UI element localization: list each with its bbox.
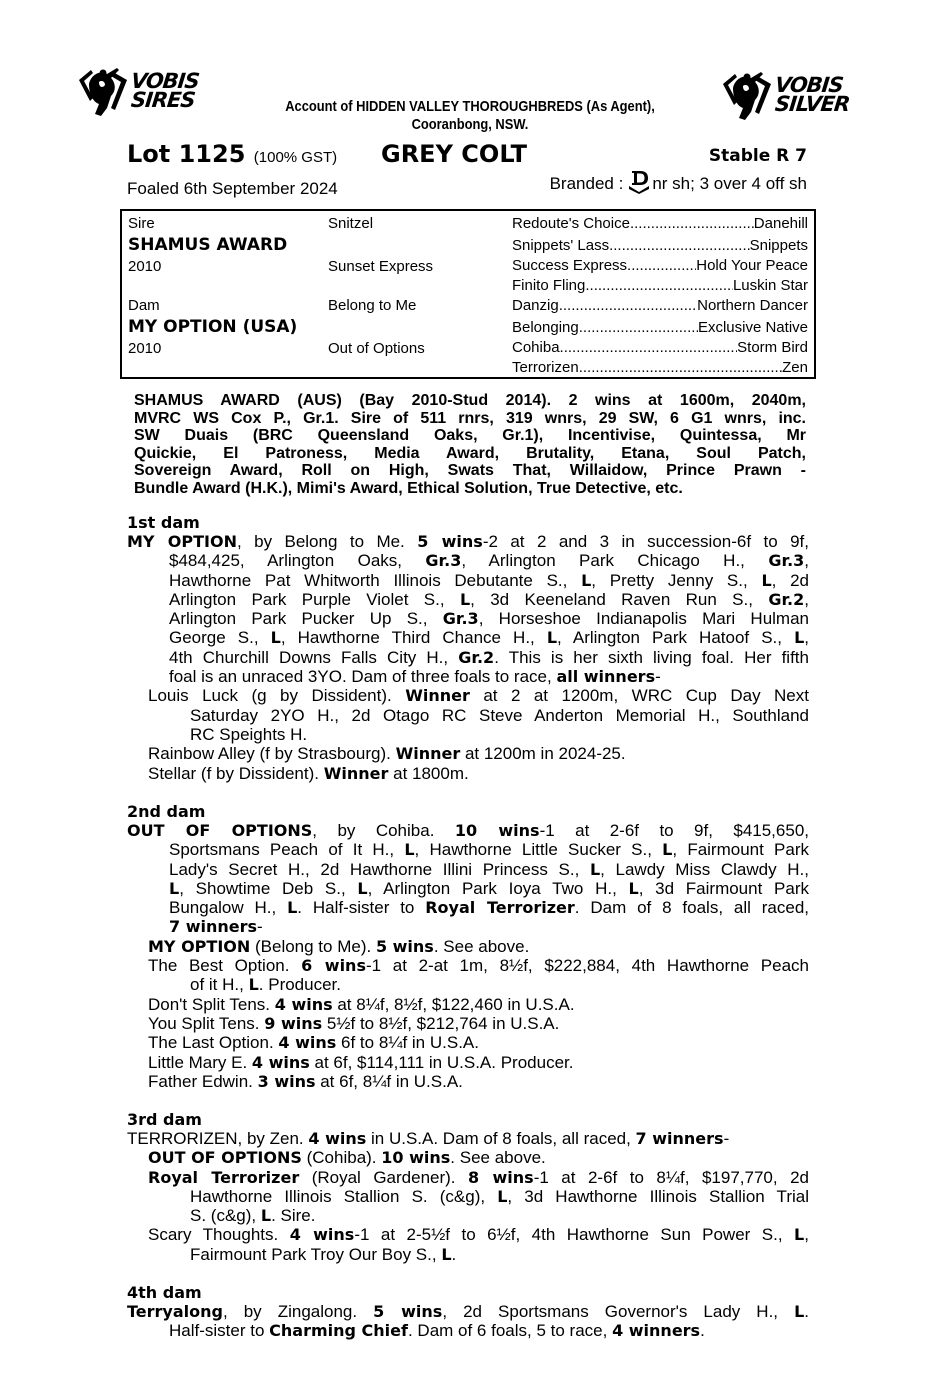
horse-jockey-icon — [721, 68, 773, 122]
bold-text: L — [581, 570, 592, 590]
text: Saturday 2YO H., 2d Otago RC Steve Anderton Memorial H., Southland — [190, 705, 809, 725]
text-line — [127, 1053, 809, 1072]
third-gen-row — [512, 338, 808, 358]
bold-text: Royal Terrorizer — [425, 898, 575, 918]
text: , Showtime Deb S., — [179, 878, 358, 898]
text: Louis Luck (g by Dissident). — [148, 686, 406, 706]
text: -2 at 2 and 3 in succession-6f to 9f, — [482, 532, 809, 551]
sire-summary-line: Sovereign Award, Roll on High, Swats That, Willaidow, Prince Prawn - — [134, 462, 806, 479]
text: 5½f to 8½f, $212,764 in U.S.A. — [322, 1013, 560, 1033]
text: at 2 at 1200m, WRC Cup Day Next — [469, 686, 809, 706]
text: - — [257, 917, 263, 937]
third-gen-row — [512, 358, 808, 378]
text: Hawthorne Illinois Stallion S. (c&g), — [190, 1186, 498, 1206]
third-gen-right: Exclusive Native — [697, 319, 808, 336]
text: , by Cohiba. — [312, 821, 455, 840]
horse-jockey-icon — [77, 64, 129, 118]
bold-text: Charming Chief — [269, 1321, 408, 1341]
bold-text: 10 wins — [381, 1148, 451, 1168]
text-line — [127, 1321, 809, 1340]
bold-text: 5 wins — [375, 936, 434, 956]
text: Don't Split Tens. — [148, 994, 275, 1014]
text: , Hawthorne Third Chance H., — [280, 628, 547, 648]
third-gen-right: Danehill — [753, 215, 808, 232]
text: , Arlington Park Hatoof S., — [557, 628, 795, 648]
bold-text: Terryalong — [127, 1302, 223, 1321]
sire-summary-line: Quickie, El Patroness, Media Award, Brutality, Etana, Soul Patch, — [134, 444, 806, 462]
vobis-sires-logo — [77, 64, 199, 118]
dam-heading: 2nd dam — [127, 802, 206, 821]
third-gen-row — [512, 276, 808, 296]
text: . Dam of 6 foals, 5 to race, — [407, 1321, 613, 1341]
leader-dots — [559, 296, 697, 316]
bold-text: L — [497, 1186, 508, 1206]
text: Arlington Park Pucker Up S., — [169, 609, 443, 629]
text: Stellar (f by Dissident). — [148, 763, 324, 783]
text: - — [655, 667, 661, 687]
text: -1 at 2-6f to 9f, $415,650, — [539, 821, 809, 840]
bold-text: Gr.3 — [425, 551, 462, 571]
text: Lady's Secret H., 2d Hawthorne Illini Princess S., — [169, 859, 590, 879]
sire-summary-line: SW Duais (BRC Queensland Oaks, Gr.1), Incentivise, Quintessa, Mr — [134, 427, 806, 444]
sire-sire: Snitzel — [328, 215, 374, 232]
logo-left-text — [129, 69, 201, 112]
leader-dots — [609, 236, 750, 256]
account-line2: Cooranbong, NSW. — [411, 116, 529, 133]
bold-text: L — [441, 1244, 452, 1264]
text: - — [723, 1129, 730, 1148]
bold-text: Winner — [395, 744, 461, 764]
bold-text: L — [761, 570, 772, 590]
vendor-account — [238, 98, 702, 134]
text: -1 at 2-6f to 8¼f, $197,770, 2d — [533, 1167, 810, 1187]
bold-text: L — [169, 878, 180, 898]
text-line — [127, 917, 809, 936]
bold-text: Royal Terrorizer — [148, 1167, 300, 1187]
text: . Producer. — [258, 975, 341, 995]
branded-label: Branded : — [549, 174, 624, 193]
text-line — [127, 1014, 809, 1033]
third-gen-left: Snippets' Lass — [512, 237, 610, 254]
leader-dots — [630, 214, 754, 234]
text-line — [127, 764, 809, 783]
text: . This is her sixth living foal. Her fifth — [494, 647, 809, 667]
text: -1 at 2-at 1m, 8½f, $222,884, 4th Hawthorne Peach — [365, 956, 809, 976]
text: , Arlington Park Chicago H., — [461, 551, 769, 571]
sire-summary-line: Bundle Award (H.K.), Mimi's Award, Ethical Solution, True Detective, etc. — [134, 479, 683, 497]
text: (Royal Gardener). — [299, 1167, 469, 1187]
text-line — [127, 1033, 809, 1052]
text-line — [127, 706, 809, 725]
text: , 3d Fairmount Park — [638, 878, 809, 898]
bold-text: Winner — [405, 686, 470, 706]
third-gen-right: Zen — [782, 359, 808, 376]
text-line — [127, 648, 809, 667]
leader-dots — [560, 338, 738, 358]
text: , 2d Sportsmans Governor's Lady H., — [442, 1302, 795, 1321]
dam-label: Dam — [128, 297, 160, 314]
text: . — [804, 1302, 809, 1321]
text-line — [127, 1129, 809, 1148]
bold-text: 9 wins — [264, 1013, 323, 1033]
sire-dam: Sunset Express — [328, 258, 434, 275]
text: . — [451, 1244, 457, 1264]
bold-text: Gr.3 — [442, 609, 479, 629]
bold-text: Gr.3 — [768, 551, 805, 571]
text: Bungalow H., — [169, 898, 288, 918]
bold-text: L — [287, 898, 298, 918]
branded-info — [550, 170, 807, 194]
lot-number — [127, 140, 337, 168]
bold-text: L — [589, 859, 601, 879]
bold-text: L — [248, 975, 259, 995]
text-line — [127, 1168, 809, 1187]
text: Scary Thoughts. — [148, 1225, 290, 1245]
vobis-silver-logo — [721, 68, 849, 122]
gst-label: (100% GST) — [253, 149, 338, 166]
bold-text: L — [404, 840, 415, 860]
text-line — [127, 609, 809, 628]
text: (Cohiba). — [301, 1148, 382, 1168]
third-gen-left: Belonging — [512, 319, 579, 336]
text: at 6f, 8¼f in U.S.A. — [315, 1071, 463, 1091]
first-dam-section — [127, 513, 809, 783]
bold-text: L — [357, 878, 368, 898]
text-line — [127, 860, 809, 879]
bold-text: 3 wins — [257, 1071, 316, 1091]
bold-text: 4 wins — [274, 994, 333, 1014]
bold-text: L — [794, 1302, 805, 1321]
text: , Arlington Park Ioya Two H., — [367, 878, 629, 898]
leader-dots — [585, 276, 733, 296]
third-gen-right: Hold Your Peace — [696, 257, 808, 274]
third-gen-row — [512, 236, 808, 256]
branded-text: nr sh; 3 over 4 off sh — [652, 174, 807, 193]
dam-name: MY OPTION (USA) — [128, 317, 298, 337]
text: , by Zingalong. — [222, 1302, 374, 1321]
text: of it H., — [190, 975, 249, 995]
stable-label: Stable R 7 — [708, 146, 807, 166]
bold-text: L — [260, 1206, 272, 1226]
bold-text: L — [794, 1225, 805, 1245]
text: Hawthorne Pat Whitworth Illinois Debutante S., — [169, 570, 582, 590]
logo-left-line1: VOBIS — [129, 69, 201, 93]
text: at 1800m. — [388, 763, 469, 783]
bold-text: 5 wins — [417, 532, 483, 551]
bold-text: 7 winners — [169, 917, 258, 937]
bold-text: 7 winners — [635, 1129, 724, 1148]
third-gen-right: Northern Dancer — [697, 297, 808, 314]
text: , Pretty Jenny S., — [591, 570, 762, 590]
bold-text: 4 wins — [278, 1033, 337, 1053]
leader-dots — [579, 318, 698, 338]
text: RC Speights H. — [190, 724, 308, 744]
text-line — [127, 571, 809, 590]
text-line — [127, 975, 809, 994]
text-line — [127, 551, 809, 570]
sire-label: Sire — [128, 215, 155, 232]
text: . See above. — [450, 1148, 546, 1168]
text: You Split Tens. — [148, 1013, 265, 1033]
third-dam-section — [127, 1110, 809, 1264]
bold-text: L — [794, 628, 805, 648]
sire-summary-line: MVRC WS Cox P., Gr.1. Sire of 511 rnrs, 319 wnrs, 29 SW, 6 G1 wnrs, inc. — [134, 409, 806, 427]
text: , — [804, 628, 809, 648]
leader-dots — [579, 358, 782, 378]
text: , Horseshoe Indianapolis Mari Hulman — [478, 609, 809, 629]
text: Father Edwin. — [148, 1071, 258, 1091]
text: , 2d — [771, 570, 810, 590]
text: . Half-sister to — [297, 898, 426, 918]
text-line — [127, 1148, 809, 1167]
third-gen-left: Redoute's Choice — [512, 215, 630, 232]
text: Rainbow Alley (f by Strasbourg). — [148, 744, 396, 764]
sire-year: 2010 — [128, 258, 162, 275]
bold-text: Gr.2 — [458, 647, 495, 667]
logo-right-line2: SILVER — [773, 92, 851, 116]
second-dam-section — [127, 802, 809, 1091]
text: . Dam of 8 foals, all raced, — [574, 898, 809, 918]
dam-heading: 1st dam — [127, 513, 200, 532]
third-gen-right: Snippets — [749, 237, 808, 254]
third-gen-left: Danzig — [512, 297, 559, 314]
text-line — [127, 1072, 809, 1091]
lot-label: Lot 1125 — [127, 140, 246, 168]
sire-summary — [134, 392, 806, 497]
text: , — [804, 589, 809, 609]
text-line — [127, 1302, 809, 1321]
text: S. (c&g), — [190, 1206, 261, 1226]
text-line — [127, 995, 809, 1014]
bold-text: 4 wins — [289, 1225, 355, 1245]
fourth-dam-section — [127, 1283, 809, 1341]
third-gen-row — [512, 214, 808, 234]
text-line — [127, 686, 809, 705]
sire-summary-line: SHAMUS AWARD (AUS) (Bay 2010-Stud 2014). 2 wins at 1600m, 2040m, — [134, 392, 806, 409]
text: at 6f, $114,111 in U.S.A. Producer. — [309, 1052, 574, 1072]
third-gen-left: Finito Fling — [512, 277, 586, 294]
text-line — [127, 1187, 809, 1206]
text: -1 at 2-5½f to 6½f, 4th Hawthorne Sun Power S., — [354, 1225, 795, 1245]
text: Fairmount Park Troy Our Boy S., — [190, 1244, 442, 1264]
text: TERRORIZEN, by Zen. — [127, 1129, 309, 1148]
logo-right-text — [773, 73, 851, 116]
bold-text: OUT OF OPTIONS — [148, 1148, 302, 1168]
text: . — [700, 1321, 705, 1341]
bold-text: L — [628, 878, 639, 898]
bold-text: L — [546, 628, 558, 648]
d-brand-icon — [627, 170, 651, 194]
text: at 8¼f, 8½f, $122,460 in U.S.A. — [332, 994, 575, 1014]
bold-text: Winner — [323, 763, 389, 783]
bold-text: L — [662, 840, 673, 860]
dam-year: 2010 — [128, 340, 162, 357]
text: . See above. — [433, 936, 530, 956]
text: . Sire. — [271, 1206, 316, 1226]
third-gen-right: Storm Bird — [737, 339, 808, 356]
text: at 1200m in 2024-25. — [460, 744, 626, 764]
bold-text: 8 wins — [468, 1167, 534, 1187]
text-line — [127, 628, 809, 647]
text: The Best Option. — [148, 956, 302, 976]
text: (Belong to Me). — [250, 936, 376, 956]
text: , Hawthorne Little Sucker S., — [414, 840, 663, 860]
third-gen-row — [512, 318, 808, 338]
bold-text: all winners — [556, 667, 656, 687]
bold-text: 5 wins — [373, 1302, 443, 1321]
sire-name: SHAMUS AWARD — [128, 235, 288, 255]
dam-dam: Out of Options — [328, 340, 425, 357]
bold-text: 4 winners — [612, 1321, 701, 1341]
text-line — [127, 744, 809, 763]
text: , by Belong to Me. — [236, 532, 418, 551]
third-gen-left: Success Express — [512, 257, 628, 274]
bold-text: Gr.2 — [768, 589, 805, 609]
text: The Last Option. — [148, 1033, 279, 1053]
text: Arlington Park Purple Violet S., — [169, 589, 460, 609]
bold-text: 6 wins — [301, 956, 366, 976]
dam-heading: 3rd dam — [127, 1110, 202, 1129]
text: , — [804, 1225, 809, 1245]
text-line — [127, 821, 809, 840]
dam-sire: Belong to Me — [328, 297, 417, 314]
bold-text: OUT OF OPTIONS — [127, 821, 313, 840]
text-line — [127, 1245, 809, 1264]
bold-text: 4 wins — [308, 1129, 367, 1148]
text: Half-sister to — [169, 1321, 270, 1341]
third-gen-right: Luskin Star — [732, 277, 808, 294]
logo-right-line1: VOBIS — [773, 73, 845, 97]
bold-text: L — [459, 589, 471, 609]
dam-heading: 4th dam — [127, 1283, 202, 1302]
bold-text: MY OPTION — [148, 936, 251, 956]
text: , — [804, 551, 810, 571]
text-line — [127, 1206, 809, 1225]
text-line — [127, 898, 809, 917]
foaled-date: Foaled 6th September 2024 — [127, 179, 338, 198]
text: 4th Churchill Downs Falls City H., — [169, 647, 459, 667]
text-line — [127, 667, 809, 686]
third-gen-left: Terrorizen — [512, 359, 579, 376]
third-gen-left: Cohiba — [512, 339, 560, 356]
third-gen-row — [512, 256, 808, 276]
text-line — [127, 840, 809, 859]
text: Little Mary E. — [148, 1052, 252, 1072]
account-line1: Account of HIDDEN VALLEY THOROUGHBREDS (As Agent), — [285, 98, 655, 115]
text-line — [127, 1225, 809, 1244]
bold-text: MY OPTION — [127, 532, 237, 551]
text: , Lawdy Miss Clawdy H., — [600, 859, 809, 879]
logo-left-line2: SIRES — [129, 88, 196, 112]
text: , 3d Hawthorne Illinois Stallion Trial — [507, 1186, 809, 1206]
text: George S., — [169, 628, 271, 648]
text: foal is an unraced 3YO. Dam of three foals to race, — [169, 667, 557, 687]
text: in U.S.A. Dam of 8 foals, all raced, — [366, 1129, 636, 1148]
text-line — [127, 590, 809, 609]
text: $484,425, Arlington Oaks, — [169, 551, 426, 571]
leader-dots — [627, 256, 696, 276]
bold-text: 4 wins — [251, 1052, 310, 1072]
bold-text: 10 wins — [454, 821, 540, 840]
text: , Fairmount Park — [672, 840, 810, 860]
bold-text: L — [270, 628, 281, 648]
text: Sportsmans Peach of It H., — [169, 840, 405, 860]
pedigree-table — [120, 209, 816, 379]
text-line — [127, 725, 809, 744]
text: 6f to 8¼f in U.S.A. — [336, 1033, 479, 1053]
third-gen-row — [512, 296, 808, 316]
text-line — [127, 879, 809, 898]
text-line — [127, 937, 809, 956]
text-line — [127, 532, 809, 551]
text: , 3d Keeneland Raven Run S., — [470, 589, 769, 609]
text-line — [127, 956, 809, 975]
horse-description: GREY COLT — [381, 140, 528, 168]
